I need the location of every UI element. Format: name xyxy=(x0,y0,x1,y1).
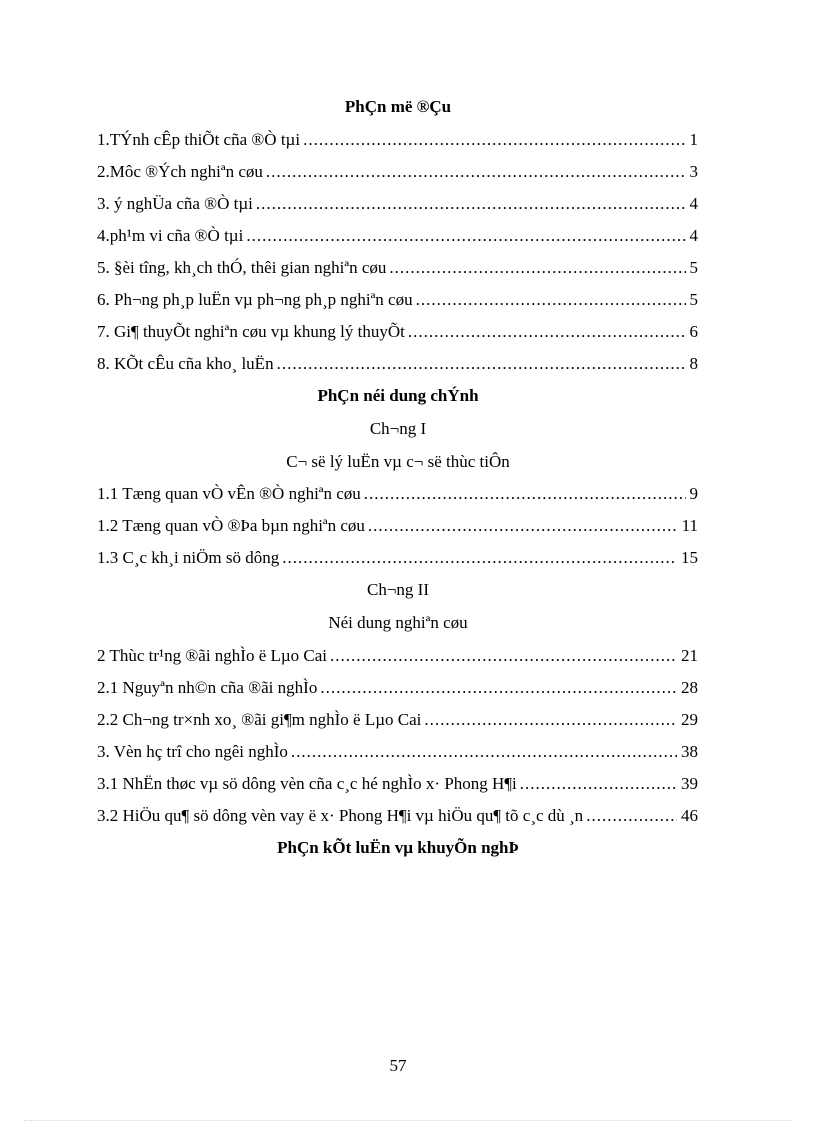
toc-entry[interactable] xyxy=(97,709,698,731)
toc-entry-label: 1.1 Tæng quan vÒ vÊn ®Ò nghiªn cøu xyxy=(97,484,361,503)
toc-entry-label: 7. Gi¶ thuyÕt nghiªn cøu vµ khung lý thuyÕt xyxy=(97,322,405,341)
toc-entry[interactable] xyxy=(97,289,698,311)
toc-entry-page: 38 xyxy=(681,742,698,761)
toc-entry[interactable] xyxy=(97,547,698,569)
toc-entry-page: 6 xyxy=(689,322,698,341)
toc-entry-label: 1.3 C¸c kh¸i niÖm sö dông xyxy=(97,548,280,567)
dot-leader xyxy=(246,225,685,247)
dot-leader xyxy=(424,709,677,731)
toc-entry-label: 2.2 Ch¬ng tr×nh xo¸ ®ãi gi¶m nghÌo ë Lµo Cai xyxy=(97,710,422,729)
toc-entry-label: 5. §èi tîng, kh¸ch thÓ, thêi gian nghiªn cøu xyxy=(97,258,387,277)
dot-leader xyxy=(586,805,677,827)
dot-leader xyxy=(266,161,686,183)
toc-entry[interactable] xyxy=(97,741,698,763)
toc-entry-page: 4 xyxy=(689,226,698,245)
toc-entry[interactable] xyxy=(97,161,698,183)
heading-main-content: PhÇn néi dung chÝnh xyxy=(317,386,479,405)
toc-entry[interactable] xyxy=(97,193,698,215)
chapter-2-title: Ch¬ng II xyxy=(367,580,429,599)
toc-entry-page: 5 xyxy=(689,258,698,277)
toc-entry-page: 11 xyxy=(681,516,698,535)
toc-entry-label: 2.1 Nguyªn nh©n cña ®ãi nghÌo xyxy=(97,678,318,697)
toc-entry-label: 3. Vèn hç trî cho ngêi nghÌo xyxy=(97,742,288,761)
chapter-1-title: Ch¬ng I xyxy=(369,419,427,438)
toc-entry-page: 21 xyxy=(681,646,698,665)
toc-entry-page: 15 xyxy=(681,548,698,567)
dot-leader xyxy=(303,129,685,151)
toc-entry[interactable] xyxy=(97,677,698,699)
toc-entry-label: 3.1 NhËn thøc vµ sö dông vèn cña c¸c hé nghÌo x· Phong H¶i xyxy=(97,774,517,793)
page-number: 57 xyxy=(389,1056,407,1075)
toc-entry-page: 39 xyxy=(681,774,698,793)
toc-entry-page: 4 xyxy=(689,194,698,213)
chapter-1-subtitle: C¬ së lý luËn vµ c¬ së thùc tiÔn xyxy=(286,452,510,471)
toc-entry-label: 1.2 Tæng quan vÒ ®Þa bµn nghiªn cøu xyxy=(97,516,365,535)
dot-leader xyxy=(291,741,677,763)
toc-entry-label: 3.2 HiÖu qu¶ sö dông vèn vay ë x· Phong H¶i vµ hiÖu qu¶ tõ c¸c dù ¸n xyxy=(97,806,584,825)
dot-leader xyxy=(330,645,677,667)
toc-entry-label: 4.ph¹m vi cña ®Ò tµi xyxy=(97,226,244,245)
toc-entry-label: 8. KÕt cÊu cña kho¸ luËn xyxy=(97,354,274,373)
dot-leader xyxy=(408,321,686,343)
toc-entry[interactable] xyxy=(97,483,698,505)
toc-entry-page: 5 xyxy=(689,290,698,309)
heading-conclusion: PhÇn kÕt luËn vµ khuyÕn nghÞ xyxy=(277,838,519,857)
dot-leader xyxy=(256,193,686,215)
toc-entry-page: 28 xyxy=(681,678,698,697)
toc-entry-page: 46 xyxy=(681,806,698,825)
dot-leader xyxy=(389,257,685,279)
toc-entry-label: 3. ý nghÜa cña ®Ò tµi xyxy=(97,194,253,213)
toc-entry-label: 6. Ph¬ng ph¸p luËn vµ ph¬ng ph¸p nghiªn cøu xyxy=(97,290,413,309)
toc-entry[interactable] xyxy=(97,805,698,827)
dot-leader xyxy=(364,483,686,505)
toc-entry[interactable] xyxy=(97,257,698,279)
toc-entry[interactable] xyxy=(97,773,698,795)
toc-entry[interactable] xyxy=(97,353,698,375)
toc-entry[interactable] xyxy=(97,515,698,537)
toc-entry-page: 8 xyxy=(689,354,698,373)
toc-entry[interactable] xyxy=(97,645,698,667)
toc-entry-page: 3 xyxy=(689,162,698,181)
dot-leader xyxy=(282,547,677,569)
toc-entry-page: 1 xyxy=(689,130,698,149)
toc-entry[interactable] xyxy=(97,129,698,151)
page-bottom-rule xyxy=(24,1120,792,1121)
dot-leader xyxy=(277,353,686,375)
toc-entry-label: 2.Môc ®Ých nghiªn cøu xyxy=(97,162,263,181)
dot-leader xyxy=(368,515,678,537)
heading-opening: PhÇn më ®Çu xyxy=(344,97,452,116)
toc-entry-page: 29 xyxy=(681,710,698,729)
toc-entry-label: 1.TÝnh cÊp thiÕt cña ®Ò tµi xyxy=(97,130,301,149)
chapter-2-subtitle: Néi dung nghiªn cøu xyxy=(328,613,468,632)
toc-entry-label: 2 Thùc tr¹ng ®ãi nghÌo ë Lµo Cai xyxy=(97,646,328,665)
dot-leader xyxy=(320,677,677,699)
toc-entry-page: 9 xyxy=(689,484,698,503)
dot-leader xyxy=(520,773,677,795)
toc-entry[interactable] xyxy=(97,321,698,343)
dot-leader xyxy=(416,289,686,311)
toc-entry[interactable] xyxy=(97,225,698,247)
